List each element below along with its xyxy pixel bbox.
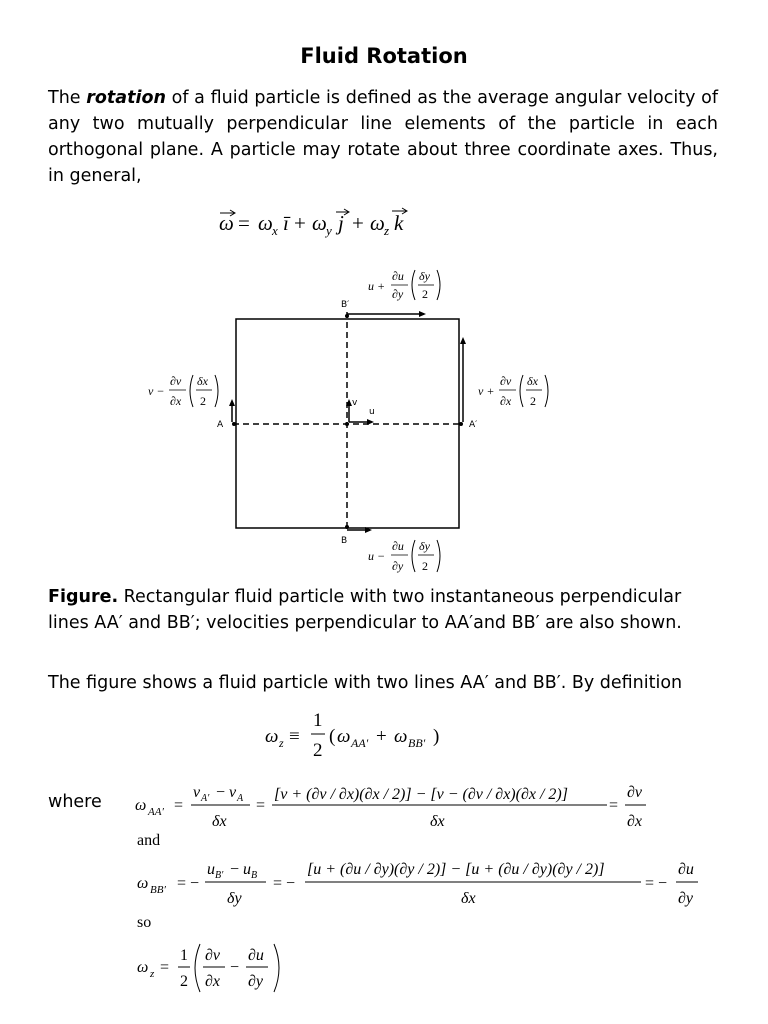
svg-text:(: (	[329, 726, 336, 747]
label-u: u	[369, 407, 375, 417]
page-title: Fluid Rotation	[300, 44, 468, 68]
svg-text:y: y	[326, 223, 332, 238]
svg-text:∂x: ∂x	[500, 394, 512, 408]
svg-text:[u + (∂u / ∂y)(∂y / 2)] − [u +: [u + (∂u / ∂y)(∂y / 2)] − [u + (∂u / ∂y)(∂y / 2)]	[307, 861, 605, 878]
omega-z-result	[137, 944, 279, 992]
velocity-label-top	[368, 269, 440, 301]
svg-text:2: 2	[422, 287, 428, 301]
caption-label: Figure.	[48, 587, 119, 607]
svg-text:∂y: ∂y	[392, 559, 404, 573]
svg-text:∂u: ∂u	[248, 947, 264, 964]
label-A-prime: A′	[469, 420, 478, 430]
svg-text:δx: δx	[527, 374, 538, 388]
svg-text:v: v	[193, 784, 201, 801]
svg-text:= −: = −	[273, 875, 296, 892]
svg-text:ī: ī	[283, 211, 289, 235]
svg-text:j: j	[338, 211, 344, 235]
svg-text:+: +	[294, 211, 306, 235]
svg-text:−: −	[230, 861, 240, 878]
svg-text:δy: δy	[419, 269, 430, 283]
svg-text:∂v: ∂v	[205, 947, 221, 964]
svg-text:=: =	[160, 959, 170, 976]
omega-vector-equation	[219, 208, 407, 238]
svg-text:ω: ω	[394, 726, 408, 747]
svg-text:=: =	[238, 211, 250, 235]
svg-text:+: +	[376, 726, 387, 747]
svg-text:z: z	[150, 968, 155, 980]
svg-text:): )	[433, 726, 440, 747]
svg-text:x: x	[272, 223, 278, 238]
omega-AA-equation	[135, 784, 646, 830]
svg-text:∂y: ∂y	[248, 973, 264, 990]
svg-text:∂u: ∂u	[678, 861, 694, 878]
intro-post: of a fluid particle is defined as the average angular velocity of any two mutually perpendicular line elements of the particle in each orthogonal plane. A particle may rotate about three coordinate axes. Thus, in general,	[48, 88, 718, 186]
label-and: and	[137, 832, 161, 849]
svg-text:=: =	[174, 797, 184, 814]
svg-text:ω: ω	[312, 211, 327, 235]
svg-text:u +: u +	[368, 279, 386, 293]
svg-text:z: z	[279, 736, 284, 750]
svg-text:v: v	[229, 784, 237, 801]
svg-text:v +: v +	[478, 384, 495, 398]
svg-text:+: +	[352, 211, 364, 235]
figure-caption	[48, 584, 718, 636]
svg-text:∂u: ∂u	[392, 539, 404, 553]
svg-text:ω: ω	[137, 875, 149, 892]
svg-text:δx: δx	[197, 374, 208, 388]
svg-text:ω: ω	[337, 726, 351, 747]
svg-text:AA′: AA′	[351, 736, 369, 750]
svg-text:ω: ω	[370, 211, 385, 235]
definition-text: The figure shows a fluid particle with two lines AA′ and BB′. By definition	[48, 673, 683, 693]
label-so: so	[137, 914, 152, 931]
svg-text:δx: δx	[461, 890, 476, 907]
svg-text:2: 2	[180, 973, 188, 990]
svg-text:2: 2	[530, 394, 536, 408]
label-where: where	[48, 792, 102, 812]
omega-BB-equation	[137, 861, 698, 907]
svg-text:=: =	[256, 797, 266, 814]
svg-text:k: k	[394, 211, 404, 235]
svg-text:BB′: BB′	[150, 884, 166, 896]
intro-pre: The	[48, 88, 87, 108]
velocity-label-bottom	[368, 539, 440, 573]
svg-text:u: u	[243, 861, 251, 878]
svg-text:δx: δx	[430, 813, 445, 830]
fluid-particle-figure	[148, 269, 548, 573]
svg-text:u: u	[207, 861, 215, 878]
svg-text:δy: δy	[227, 890, 242, 907]
svg-text:v −: v −	[148, 384, 165, 398]
svg-text:ω: ω	[135, 797, 147, 814]
svg-text:∂v: ∂v	[627, 784, 643, 801]
intro-emphasis: rotation	[86, 88, 166, 108]
svg-text:[v + (∂v / ∂x)(∂x / 2)] − [v −: [v + (∂v / ∂x)(∂x / 2)] − [v − (∂v / ∂x)(∂x / 2)]	[274, 786, 568, 803]
svg-text:δx: δx	[212, 813, 227, 830]
svg-text:BB′: BB′	[408, 736, 426, 750]
svg-text:1: 1	[313, 710, 323, 731]
svg-text:≡: ≡	[289, 726, 300, 747]
omega-z-definition	[265, 710, 439, 761]
svg-text:1: 1	[180, 947, 188, 964]
svg-text:∂v: ∂v	[170, 374, 182, 388]
svg-text:−: −	[216, 784, 226, 801]
svg-text:δy: δy	[419, 539, 430, 553]
label-B-prime: B′	[341, 300, 350, 310]
label-A: A	[217, 420, 224, 430]
label-B: B	[341, 536, 348, 546]
svg-text:A′: A′	[201, 793, 210, 804]
svg-text:∂v: ∂v	[500, 374, 512, 388]
svg-text:ω: ω	[219, 211, 234, 235]
velocity-label-left	[148, 374, 218, 408]
svg-text:2: 2	[313, 740, 323, 761]
svg-text:= −: = −	[645, 875, 668, 892]
svg-text:B′: B′	[215, 870, 224, 881]
svg-text:AA′: AA′	[148, 806, 164, 818]
label-v: v	[352, 398, 358, 408]
svg-text:∂x: ∂x	[205, 973, 221, 990]
svg-text:A: A	[237, 793, 244, 804]
svg-text:B: B	[251, 870, 258, 881]
svg-text:−: −	[230, 959, 240, 976]
svg-text:=: =	[609, 797, 619, 814]
svg-text:∂x: ∂x	[170, 394, 182, 408]
svg-text:ω: ω	[258, 211, 273, 235]
svg-text:∂y: ∂y	[392, 287, 404, 301]
svg-text:∂x: ∂x	[627, 813, 643, 830]
svg-text:u −: u −	[368, 549, 386, 563]
svg-text:∂y: ∂y	[678, 890, 694, 907]
svg-text:= −: = −	[177, 875, 200, 892]
svg-text:ω: ω	[265, 726, 279, 747]
svg-text:2: 2	[422, 559, 428, 573]
svg-text:ω: ω	[137, 959, 149, 976]
svg-text:2: 2	[200, 394, 206, 408]
caption-text: Rectangular fluid particle with two instantaneous perpendicular lines AA′ and BB′; velocities perpendicular to AA′and BB′ are also shown.	[48, 587, 682, 633]
svg-text:∂u: ∂u	[392, 269, 404, 283]
velocity-label-right	[478, 374, 548, 408]
svg-text:z: z	[384, 223, 390, 238]
